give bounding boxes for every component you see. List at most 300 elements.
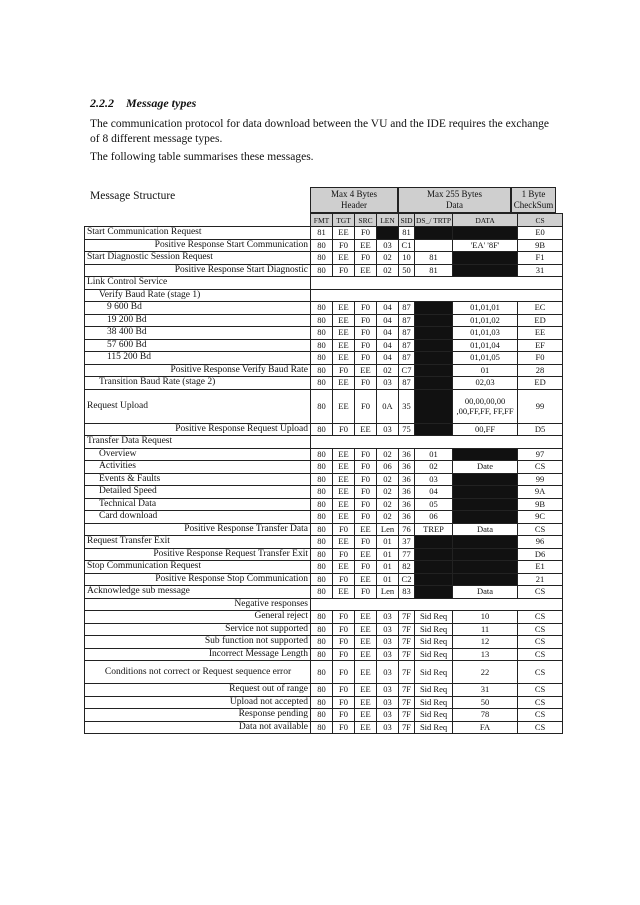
row-description: Start Communication Request xyxy=(85,227,311,240)
cell-len: 01 xyxy=(377,536,399,549)
cell-cs: CS xyxy=(518,696,563,709)
cell-sid: 81 xyxy=(399,227,415,240)
cell-len: 03 xyxy=(377,684,399,697)
cell-sid: 7F xyxy=(399,696,415,709)
cell-tgt: EE xyxy=(333,586,355,599)
cell-src: EE xyxy=(355,661,377,684)
table-row xyxy=(85,696,563,709)
col-cs: CS xyxy=(518,214,563,227)
cell-len: 06 xyxy=(377,461,399,474)
cell-sid: C2 xyxy=(399,573,415,586)
cell-cs: 96 xyxy=(518,536,563,549)
cell-data: 01,01,02 xyxy=(453,314,518,327)
row-description: Positive Response Verify Baud Rate xyxy=(85,364,311,377)
cell-sid: 36 xyxy=(399,498,415,511)
cell-tgt: F0 xyxy=(333,684,355,697)
table-row xyxy=(85,511,563,524)
cell-src: EE xyxy=(355,636,377,649)
cell-data: 01,01,01 xyxy=(453,302,518,315)
cell-fmt: 80 xyxy=(311,239,333,252)
cell-src: F0 xyxy=(355,486,377,499)
row-description: Data not available xyxy=(85,721,311,734)
cell-sid: 7F xyxy=(399,648,415,661)
cell-data: 13 xyxy=(453,648,518,661)
cell-cs: CS xyxy=(518,721,563,734)
cell-fmt: 80 xyxy=(311,473,333,486)
cell-tgt: EE xyxy=(333,352,355,365)
cell-src: F0 xyxy=(355,377,377,390)
cell-ds-trtp: Sid Req xyxy=(415,623,453,636)
row-description: Detailed Speed xyxy=(85,486,311,499)
cell-tgt: F0 xyxy=(333,623,355,636)
cell-data xyxy=(453,573,518,586)
section-heading xyxy=(90,96,196,111)
cell-data: 31 xyxy=(453,684,518,697)
cell-src: F0 xyxy=(355,327,377,340)
cell-len: 04 xyxy=(377,327,399,340)
cell-sid: 82 xyxy=(399,561,415,574)
cell-cs: 99 xyxy=(518,389,563,423)
cell-data xyxy=(453,536,518,549)
cell-ds-trtp: 01 xyxy=(415,448,453,461)
cell-tgt: F0 xyxy=(333,364,355,377)
cell-ds-trtp xyxy=(415,536,453,549)
row-description: Positive Response Start Diagnostic xyxy=(85,264,311,277)
cell-data: 02,03 xyxy=(453,377,518,390)
row-description: Card download xyxy=(85,511,311,524)
table-row xyxy=(85,623,563,636)
cell-tgt: F0 xyxy=(333,696,355,709)
cell-cs: EC xyxy=(518,302,563,315)
row-description: Negative responses xyxy=(85,598,311,611)
empty-span-cell xyxy=(311,436,563,449)
empty-span-cell xyxy=(311,289,563,302)
header-group-size: Max 4 Bytes xyxy=(331,189,377,199)
cell-ds-trtp: Sid Req xyxy=(415,721,453,734)
table-row xyxy=(85,486,563,499)
cell-fmt: 80 xyxy=(311,448,333,461)
cell-fmt: 80 xyxy=(311,302,333,315)
cell-ds-trtp xyxy=(415,573,453,586)
cell-data: 00,00,00,00 ,00,FF,FF, FF,FF xyxy=(453,389,518,423)
cell-len: 04 xyxy=(377,314,399,327)
row-description: Positive Response Start Communication xyxy=(85,239,311,252)
table-row xyxy=(85,561,563,574)
cell-tgt: EE xyxy=(333,498,355,511)
cell-data: 01,01,03 xyxy=(453,327,518,340)
section-number: 2.2.2 xyxy=(90,96,114,110)
cell-tgt: EE xyxy=(333,327,355,340)
cell-sid: 36 xyxy=(399,486,415,499)
col-sid: SID xyxy=(400,215,413,225)
cell-ds-trtp xyxy=(415,548,453,561)
cell-ds-trtp xyxy=(415,377,453,390)
cell-cs: 9C xyxy=(518,511,563,524)
cell-src: EE xyxy=(355,709,377,722)
cell-ds-trtp: 02 xyxy=(415,461,453,474)
cell-src: F0 xyxy=(355,498,377,511)
cell-sid: 87 xyxy=(399,377,415,390)
cell-cs: F0 xyxy=(518,352,563,365)
cell-cs: CS xyxy=(518,611,563,624)
cell-len: 02 xyxy=(377,364,399,377)
cell-data xyxy=(453,548,518,561)
cell-ds-trtp xyxy=(415,423,453,436)
cell-ds-trtp: Sid Req xyxy=(415,709,453,722)
cell-tgt: F0 xyxy=(333,709,355,722)
cell-fmt: 80 xyxy=(311,423,333,436)
cell-cs: 28 xyxy=(518,364,563,377)
cell-ds-trtp xyxy=(415,389,453,423)
cell-sid: 36 xyxy=(399,448,415,461)
row-description: Service not supported xyxy=(85,623,311,636)
cell-data: Data xyxy=(453,523,518,536)
cell-len: 03 xyxy=(377,239,399,252)
cell-len: 03 xyxy=(377,623,399,636)
table-row xyxy=(85,423,563,436)
cell-ds-trtp xyxy=(415,561,453,574)
cell-data: Data xyxy=(453,586,518,599)
table-row xyxy=(85,573,563,586)
cell-sid: 87 xyxy=(399,327,415,340)
row-description: Acknowledge sub message xyxy=(85,586,311,599)
cell-fmt: 80 xyxy=(311,586,333,599)
row-description: 115 200 Bd xyxy=(85,352,311,365)
row-description: Upload not accepted xyxy=(85,696,311,709)
row-description: Stop Communication Request xyxy=(85,561,311,574)
cell-sid: 76 xyxy=(399,523,415,536)
data-group-size: Max 255 Bytes xyxy=(427,189,482,199)
section-title: Message types xyxy=(126,96,197,110)
row-description: Positive Response Request Upload xyxy=(85,423,311,436)
cell-tgt: F0 xyxy=(333,573,355,586)
row-description: Events & Faults xyxy=(85,473,311,486)
cell-ds-trtp xyxy=(415,352,453,365)
cell-src: EE xyxy=(355,548,377,561)
cell-ds-trtp: Sid Req xyxy=(415,696,453,709)
cell-fmt: 80 xyxy=(311,252,333,265)
cell-cs: CS xyxy=(518,684,563,697)
cell-src: EE xyxy=(355,611,377,624)
cell-cs: 21 xyxy=(518,573,563,586)
cell-sid: 50 xyxy=(399,264,415,277)
cell-len: 03 xyxy=(377,423,399,436)
cell-data xyxy=(453,498,518,511)
cell-cs: ED xyxy=(518,314,563,327)
header-group-cell xyxy=(310,187,398,213)
cell-fmt: 80 xyxy=(311,523,333,536)
cell-src: F0 xyxy=(355,511,377,524)
cell-cs: CS xyxy=(518,623,563,636)
cell-src: EE xyxy=(355,623,377,636)
table-row xyxy=(85,289,563,302)
row-description: Request out of range xyxy=(85,684,311,697)
cell-src: EE xyxy=(355,264,377,277)
row-description: Link Control Service xyxy=(85,277,311,290)
cell-cs: CS xyxy=(518,648,563,661)
table-row xyxy=(85,636,563,649)
col-fmt: FMT xyxy=(311,214,333,227)
table-row xyxy=(85,436,563,449)
cell-len: 03 xyxy=(377,721,399,734)
cell-cs: 97 xyxy=(518,448,563,461)
row-description: Sub function not supported xyxy=(85,636,311,649)
cell-cs: E1 xyxy=(518,561,563,574)
cell-fmt: 80 xyxy=(311,684,333,697)
cell-data: 00,FF xyxy=(453,423,518,436)
cell-sid: 37 xyxy=(399,536,415,549)
cell-sid: C7 xyxy=(399,364,415,377)
cell-fmt: 80 xyxy=(311,721,333,734)
cell-src: F0 xyxy=(355,536,377,549)
cell-src: F0 xyxy=(355,461,377,474)
cell-sid: 87 xyxy=(399,314,415,327)
cell-cs: F1 xyxy=(518,252,563,265)
col-ds-trtp: DS_/ TRTP xyxy=(416,215,452,225)
table-row xyxy=(85,352,563,365)
cell-ds-trtp: Sid Req xyxy=(415,648,453,661)
cell-sid: 75 xyxy=(399,423,415,436)
cell-fmt: 81 xyxy=(311,227,333,240)
cell-src: F0 xyxy=(355,302,377,315)
intro-paragraph: The communication protocol for data download between the VU and the IDE requires the exchange of 8 different message types. xyxy=(90,118,549,145)
table-row xyxy=(85,339,563,352)
row-description: 38 400 Bd xyxy=(85,327,311,340)
cell-cs: 31 xyxy=(518,264,563,277)
col-len: LEN xyxy=(377,214,399,227)
cell-tgt: EE xyxy=(333,511,355,524)
row-description: Transfer Data Request xyxy=(85,436,311,449)
table-row xyxy=(85,586,563,599)
cell-cs: 99 xyxy=(518,473,563,486)
cell-fmt: 80 xyxy=(311,661,333,684)
cell-tgt: EE xyxy=(333,486,355,499)
table-row xyxy=(85,377,563,390)
cell-data: 78 xyxy=(453,709,518,722)
data-group-name: Data xyxy=(446,200,463,210)
cell-src: F0 xyxy=(355,227,377,240)
cell-len: 03 xyxy=(377,648,399,661)
cell-fmt: 80 xyxy=(311,623,333,636)
cell-data xyxy=(453,264,518,277)
cell-fmt: 80 xyxy=(311,314,333,327)
cell-tgt: EE xyxy=(333,314,355,327)
cell-sid: 87 xyxy=(399,302,415,315)
cell-sid: 10 xyxy=(399,252,415,265)
cell-data xyxy=(453,473,518,486)
cell-data: 01,01,05 xyxy=(453,352,518,365)
cell-src: EE xyxy=(355,239,377,252)
cell-sid: C1 xyxy=(399,239,415,252)
cell-fmt: 80 xyxy=(311,536,333,549)
cell-data xyxy=(453,561,518,574)
cell-len: 03 xyxy=(377,661,399,684)
cell-src: EE xyxy=(355,523,377,536)
cell-sid: 7F xyxy=(399,684,415,697)
cell-len: 0A xyxy=(377,389,399,423)
cell-len: 03 xyxy=(377,696,399,709)
empty-span-cell xyxy=(311,277,563,290)
cell-fmt: 80 xyxy=(311,561,333,574)
table-row xyxy=(85,611,563,624)
cell-ds-trtp xyxy=(415,327,453,340)
cell-ds-trtp: 05 xyxy=(415,498,453,511)
cell-fmt: 80 xyxy=(311,352,333,365)
table-row xyxy=(85,721,563,734)
cell-len: 03 xyxy=(377,709,399,722)
row-description: Verify Baud Rate (stage 1) xyxy=(85,289,311,302)
cell-tgt: EE xyxy=(333,302,355,315)
column-header-row xyxy=(85,214,563,227)
cell-cs: 9B xyxy=(518,239,563,252)
row-description: Conditions not correct or Request sequence error xyxy=(85,661,311,684)
cell-cs: CS xyxy=(518,661,563,684)
cell-tgt: F0 xyxy=(333,523,355,536)
cell-data: 01,01,04 xyxy=(453,339,518,352)
cell-sid: 7F xyxy=(399,611,415,624)
message-table xyxy=(84,213,563,734)
row-description: 19 200 Bd xyxy=(85,314,311,327)
cell-cs: 9B xyxy=(518,498,563,511)
table-row xyxy=(85,252,563,265)
cell-tgt: EE xyxy=(333,448,355,461)
cell-ds-trtp: Sid Req xyxy=(415,611,453,624)
cell-tgt: F0 xyxy=(333,721,355,734)
cell-fmt: 80 xyxy=(311,486,333,499)
table-row xyxy=(85,523,563,536)
cell-tgt: F0 xyxy=(333,548,355,561)
cell-fmt: 80 xyxy=(311,696,333,709)
cell-src: EE xyxy=(355,648,377,661)
cell-len: 03 xyxy=(377,611,399,624)
cell-sid: 7F xyxy=(399,709,415,722)
checksum-group-size: 1 Byte xyxy=(521,189,546,199)
cell-len: 02 xyxy=(377,473,399,486)
cell-len: 02 xyxy=(377,486,399,499)
cell-ds-trtp: TREP xyxy=(415,523,453,536)
row-description: Request Upload xyxy=(85,389,311,423)
cell-tgt: EE xyxy=(333,252,355,265)
cell-ds-trtp: 81 xyxy=(415,252,453,265)
cell-data xyxy=(453,486,518,499)
cell-ds-trtp xyxy=(415,339,453,352)
cell-data: 10 xyxy=(453,611,518,624)
cell-fmt: 80 xyxy=(311,264,333,277)
cell-tgt: F0 xyxy=(333,636,355,649)
cell-tgt: EE xyxy=(333,473,355,486)
cell-src: EE xyxy=(355,684,377,697)
cell-sid: 36 xyxy=(399,461,415,474)
cell-src: F0 xyxy=(355,352,377,365)
cell-len: 02 xyxy=(377,264,399,277)
cell-tgt: EE xyxy=(333,561,355,574)
cell-tgt: EE xyxy=(333,377,355,390)
cell-src: F0 xyxy=(355,252,377,265)
empty-span-cell xyxy=(311,598,563,611)
cell-tgt: F0 xyxy=(333,648,355,661)
cell-tgt: F0 xyxy=(333,264,355,277)
cell-len: 04 xyxy=(377,352,399,365)
table-row xyxy=(85,648,563,661)
cell-src: EE xyxy=(355,364,377,377)
cell-len: Len xyxy=(377,586,399,599)
cell-fmt: 80 xyxy=(311,636,333,649)
col-src: SRC xyxy=(355,214,377,227)
cell-cs: CS xyxy=(518,709,563,722)
cell-tgt: F0 xyxy=(333,239,355,252)
cell-cs: CS xyxy=(518,586,563,599)
row-description: Response pending xyxy=(85,709,311,722)
row-description: Start Diagnostic Session Request xyxy=(85,252,311,265)
table-row xyxy=(85,364,563,377)
cell-tgt: EE xyxy=(333,536,355,549)
cell-fmt: 80 xyxy=(311,461,333,474)
table-row xyxy=(85,264,563,277)
cell-tgt: F0 xyxy=(333,611,355,624)
cell-sid: 87 xyxy=(399,352,415,365)
cell-cs: CS xyxy=(518,523,563,536)
cell-fmt: 80 xyxy=(311,327,333,340)
cell-src: F0 xyxy=(355,561,377,574)
cell-sid: 77 xyxy=(399,548,415,561)
cell-data: 12 xyxy=(453,636,518,649)
cell-tgt: EE xyxy=(333,339,355,352)
cell-len: 02 xyxy=(377,498,399,511)
cell-cs: CS xyxy=(518,461,563,474)
cell-src: EE xyxy=(355,573,377,586)
row-description: 9 600 Bd xyxy=(85,302,311,315)
cell-len: 04 xyxy=(377,339,399,352)
cell-len: 01 xyxy=(377,548,399,561)
table-row xyxy=(85,498,563,511)
row-description: Activities xyxy=(85,461,311,474)
cell-tgt: EE xyxy=(333,389,355,423)
cell-len: 01 xyxy=(377,561,399,574)
row-description: General reject xyxy=(85,611,311,624)
cell-fmt: 80 xyxy=(311,548,333,561)
table-row xyxy=(85,598,563,611)
cell-data: 01 xyxy=(453,364,518,377)
cell-sid: 7F xyxy=(399,623,415,636)
table-row xyxy=(85,448,563,461)
cell-ds-trtp xyxy=(415,314,453,327)
table-row xyxy=(85,473,563,486)
cell-fmt: 80 xyxy=(311,389,333,423)
cell-len: 03 xyxy=(377,377,399,390)
cell-len: Len xyxy=(377,523,399,536)
cell-fmt: 80 xyxy=(311,364,333,377)
cell-ds-trtp: 06 xyxy=(415,511,453,524)
cell-ds-trtp xyxy=(415,302,453,315)
table-row xyxy=(85,327,563,340)
cell-data xyxy=(453,511,518,524)
cell-cs: 9A xyxy=(518,486,563,499)
cell-ds-trtp: Sid Req xyxy=(415,636,453,649)
table-row xyxy=(85,661,563,684)
cell-src: EE xyxy=(355,721,377,734)
cell-fmt: 80 xyxy=(311,611,333,624)
table-row xyxy=(85,709,563,722)
cell-data: 'EA' '8F' xyxy=(453,239,518,252)
cell-cs: EE xyxy=(518,327,563,340)
data-group-cell xyxy=(398,187,511,213)
cell-sid: 36 xyxy=(399,511,415,524)
summary-paragraph: The following table summarises these messages. xyxy=(90,151,314,163)
cell-ds-trtp xyxy=(415,586,453,599)
cell-fmt: 80 xyxy=(311,648,333,661)
cell-len: 03 xyxy=(377,636,399,649)
cell-ds-trtp xyxy=(415,227,453,240)
